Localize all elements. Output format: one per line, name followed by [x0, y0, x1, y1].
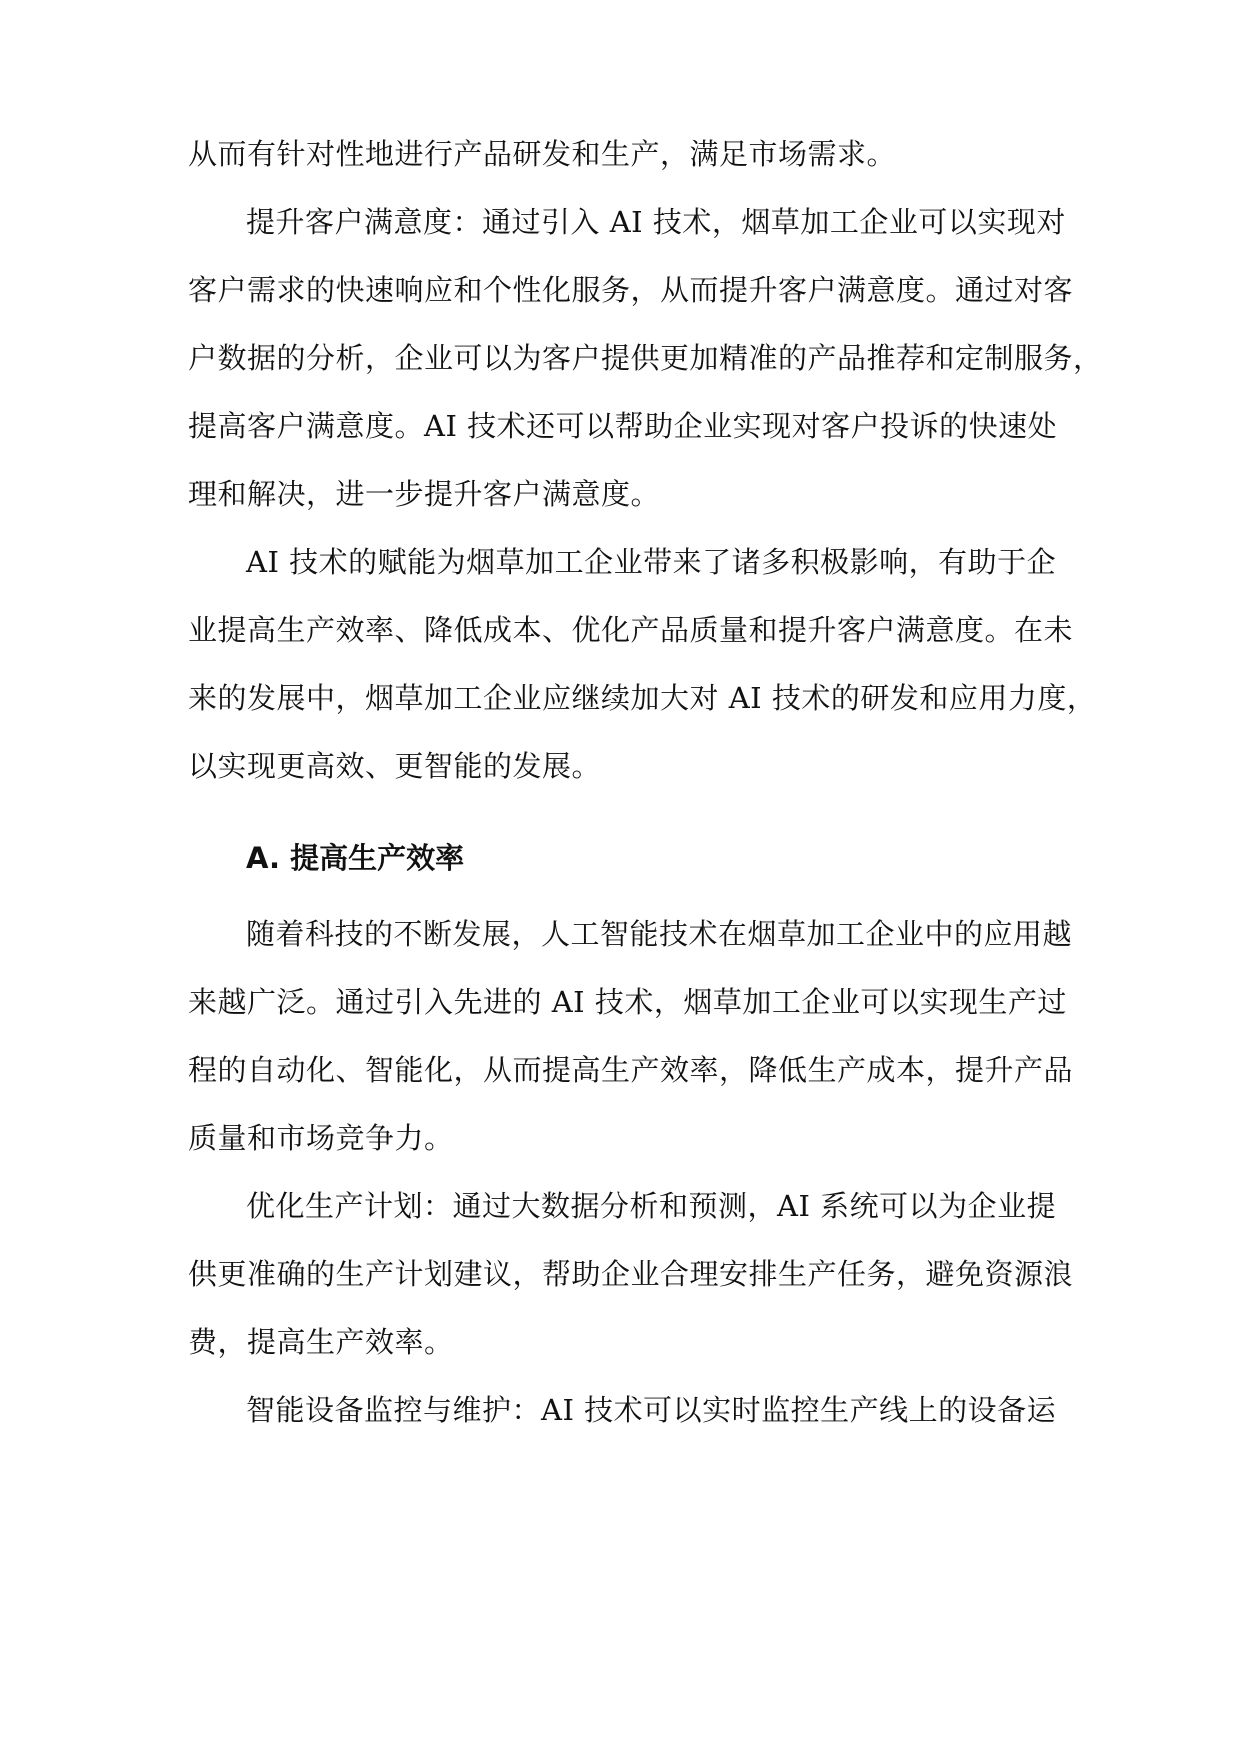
paragraph-line: AI 技术的赋能为烟草加工企业带来了诸多积极影响，有助于企: [246, 545, 1057, 579]
paragraph-line: 提升客户满意度：通过引入 AI 技术，烟草加工企业可以实现对: [246, 205, 1066, 239]
paragraph-line: 业提高生产效率、降低成本、优化产品质量和提升客户满意度。在未: [188, 613, 1074, 647]
paragraph-line: 以实现更高效、更智能的发展。: [188, 749, 602, 783]
paragraph-line: 客户需求的快速响应和个性化服务，从而提升客户满意度。通过对客: [188, 273, 1074, 307]
paragraph-line: 质量和市场竞争力。: [188, 1121, 454, 1155]
paragraph-line: 理和解决，进一步提升客户满意度。: [188, 477, 661, 511]
paragraph-line: 户数据的分析，企业可以为客户提供更加精准的产品推荐和定制服务，: [188, 341, 1103, 375]
paragraph-line: 供更准确的生产计划建议，帮助企业合理安排生产任务，避免资源浪: [188, 1257, 1074, 1291]
paragraph-line: 程的自动化、智能化，从而提高生产效率，降低生产成本，提升产品: [188, 1053, 1074, 1087]
section-heading: A. 提高生产效率: [246, 841, 465, 875]
paragraph-line: 提高客户满意度。AI 技术还可以帮助企业实现对客户投诉的快速处: [188, 409, 1058, 443]
paragraph-line: 来的发展中，烟草加工企业应继续加大对 AI 技术的研发和应用力度，: [188, 681, 1097, 715]
paragraph-line: 来越广泛。通过引入先进的 AI 技术，烟草加工企业可以实现生产过: [188, 985, 1067, 1019]
paragraph-line: 优化生产计划：通过大数据分析和预测，AI 系统可以为企业提: [246, 1189, 1057, 1223]
paragraph-line: 费，提高生产效率。: [188, 1325, 454, 1359]
paragraph-line: 智能设备监控与维护：AI 技术可以实时监控生产线上的设备运: [246, 1393, 1057, 1427]
paragraph-line: 从而有针对性地进行产品研发和生产，满足市场需求。: [188, 137, 897, 171]
paragraph-line: 随着科技的不断发展，人工智能技术在烟草加工企业中的应用越: [246, 917, 1073, 951]
